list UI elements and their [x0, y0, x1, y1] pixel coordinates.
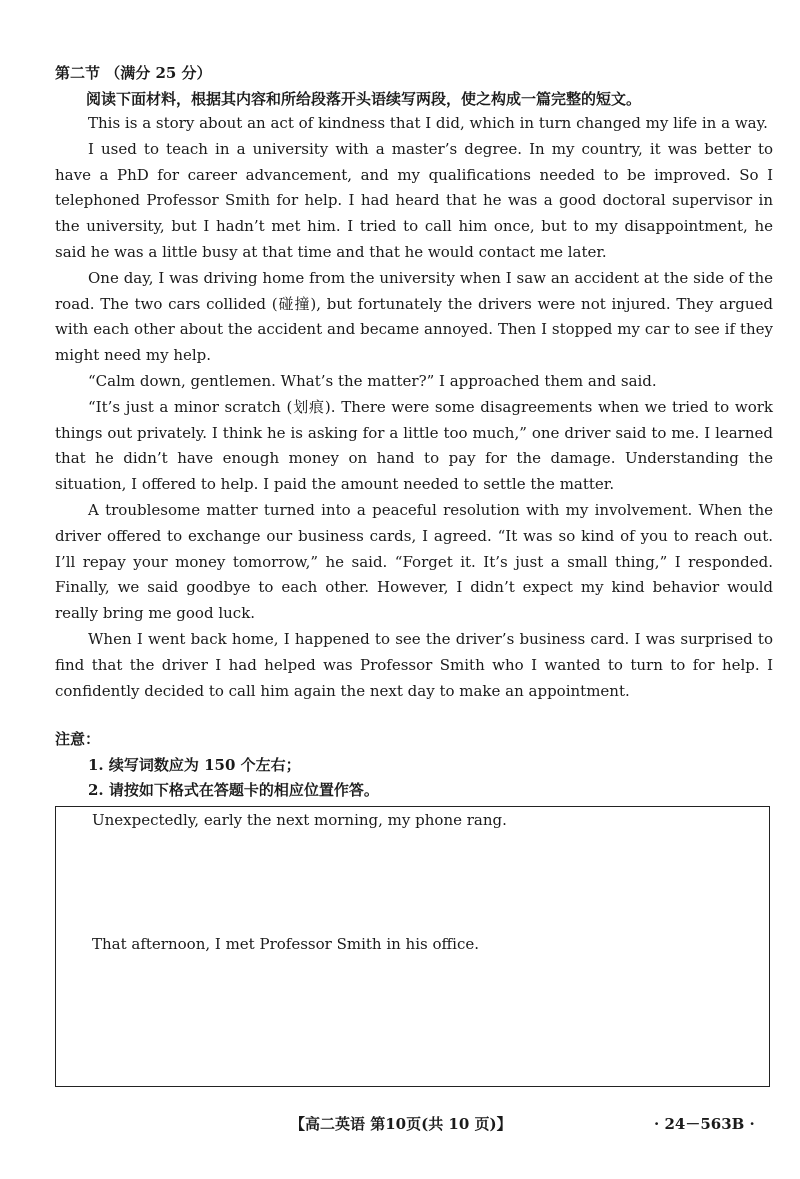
story-paragraph: I used to teach in a university with a master’s degree. In my country, it was better to have a PhD for career advancement, and my qualifications needed to be improved. So I telephoned Professor Smith for help. I had heard that he was a good doctoral supervisor in the university, but I hadn’t met him. I tried to call him once, but to my disappointment, he said he was a little busy at that time and that he would contact me later. — [55, 139, 773, 261]
section-title: 第二节 （满分 25 分） — [55, 64, 212, 82]
story-paragraph: When I went back home, I happened to see the driver’s business card. I was surprised to find that the driver I had helped was Professor Smith who I wanted to turn to for help. I confidently decided to call him again the next day to make an appointment. — [55, 629, 773, 700]
paragraph-opener-1: Unexpectedly, early the next morning, my phone rang. — [92, 811, 507, 829]
story-text — [55, 111, 773, 704]
paper-code: · 24－563B · — [654, 1115, 755, 1133]
story-paragraph: This is a story about an act of kindness that I did, which in turn changed my life in a way. — [88, 114, 768, 132]
note-item: 2. 请按如下格式在答题卡的相应位置作答。 — [88, 781, 379, 799]
answer-box — [55, 806, 770, 1087]
notes-label: 注意： — [55, 730, 101, 748]
story-paragraph: A troublesome matter turned into a peaceful resolution with my involvement. When the driver offered to exchange our business cards, I agreed. “It was so kind of you to reach out. I’ll repay your money tomorrow,” he said. “Forget it. It’s just a small thing,” I responded. Finally, we said goodbye to each other. However, I didn’t expect my kind behavior would really bring me good luck. — [55, 500, 773, 623]
section-instruction: 阅读下面材料，根据其内容和所给段落开头语续写两段，使之构成一篇完整的短文。 — [86, 90, 642, 108]
paragraph-opener-2: That afternoon, I met Professor Smith in his office. — [92, 935, 480, 953]
story-paragraph: One day, I was driving home from the university when I saw an accident at the side of the road. The two cars collided (碰撞), but fortunately the drivers were not injured. They argued with each other about the accident and became annoyed. Then I stopped my car to see if they might need my help. — [55, 268, 773, 365]
story-paragraph: “Calm down, gentlemen. What’s the matter?” I approached them and said. — [88, 371, 657, 390]
story-paragraph: “It’s just a minor scratch (划痕). There were some disagreements when we tried to work things out privately. I think he is asking for a little too much,” one driver said to me. I learned that he didn’t have enough money on hand to pay for the damage. Understanding the situation, I offered to help. I paid the amount needed to settle the matter. — [55, 397, 773, 494]
note-item: 1. 续写词数应为 150 个左右； — [88, 756, 301, 774]
page-footer: 【高二英语 第10页(共 10 页)】 — [290, 1115, 512, 1133]
